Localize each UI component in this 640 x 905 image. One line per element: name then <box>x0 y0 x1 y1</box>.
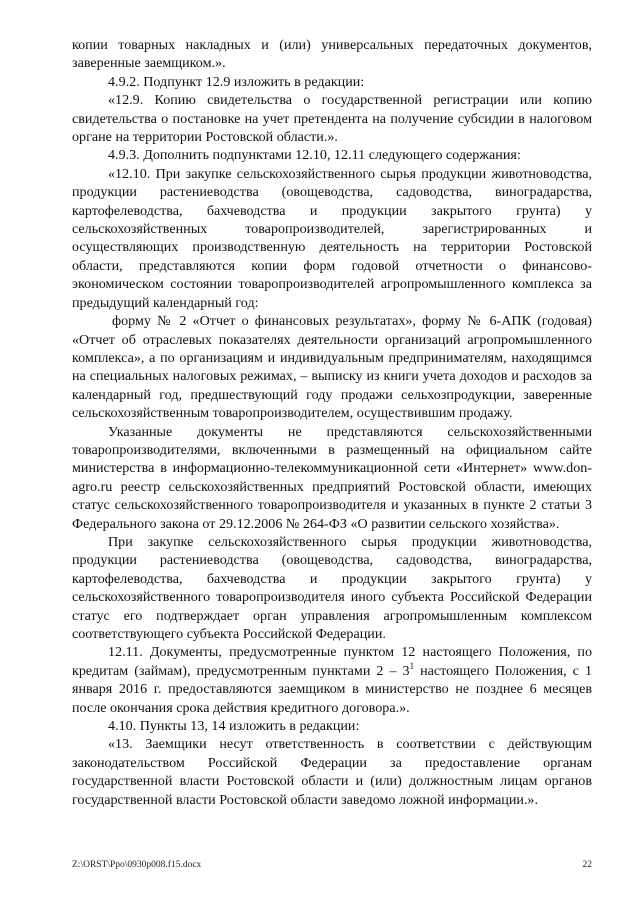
paragraph-item-12-9: «12.9. Копию свидетельства о государственной регистрации или копию свидетельства о постановке на учет претендента на получение субсидии в налоговом органе на территории Ростовской области.». <box>72 92 592 146</box>
paragraph-item-12-11 <box>72 643 592 717</box>
paragraph-exemption: Указанные документы не представляются сельскохозяйственными товаропроизводителями, включенными в размещенный на официальном сайте министерства в информационно-телекоммуникационной сети «Интернет» www.don-agro.ru реестр сельскохозяйственных предприятий Ростовской области, имеющих статус сельскохозяйственного товаропроизводителя и указанных в пункте 2 статьи 3 Федерального закона от 29.12.2006 № 264-ФЗ «О развитии сельского хозяйства». <box>72 423 592 532</box>
paragraph-forms-list: форму № 2 «Отчет о финансовых результатах», форму № 6-АПК (годовая) «Отчет об отраслевых показателях деятельности организаций агропромышленного комплекса», а по организациям и индивидуальным предпринимателям, находящимся на специальных налоговых режимах, – выписку из книги учета доходов и расходов за календарный год, предшествующий году продажи сельхозпродукции, заверенные сельскохозяйственным товаропроизводителем, осуществившим продажу. <box>72 313 592 422</box>
paragraph-item-4-9-3: 4.9.3. Дополнить подпунктами 12.10, 12.11 следующего содержания: <box>108 147 521 164</box>
paragraph-continuation: копии товарных накладных и (или) универсальных передаточных документов, заверенные заемщиком.». <box>72 37 592 72</box>
paragraph-item-13: «13. Заемщики несут ответственность в соответствии с действующим законодательством Российской Федерации за предоставление органам государственной власти Ростовской области и (или) должностным лицам органов государственной власти Ростовской области заведомо ложной информации.». <box>72 736 592 808</box>
paragraph-item-12-11-text-before: 12.11. Документы, предусмотренные пунктом 12 настоящего Положения, по кредитам (займам), предусмотренным пунктами 2 – 3 <box>72 644 592 679</box>
superscript-marker: 1 <box>409 660 415 671</box>
paragraph-item-12-10: «12.10. При закупке сельскохозяйственного сырья продукции животноводства, продукции растениеводства (овощеводства, садоводства, виноградарства, картофелеводства, бахчеводства и продукции закрытого грунта) у сельскохозяйственных товаропроизводителей, зарегистрированных и осуществляющих производственную деятельность на территории Ростовской области, представляются копии форм годовой отчетности о финансово-экономическом состоянии товаропроизводителей агропромышленного комплекса за предыдущий календарный год: <box>72 165 592 311</box>
paragraph-other-region: При закупке сельскохозяйственного сырья продукции животноводства, продукции растениеводства (овощеводства, садоводства, виноградарства, картофелеводства, бахчеводства и продукции закрытого грунта) у сельскохозяйственного товаропроизводителя иного субъекта Российской Федерации статус его подтверждает орган управления агропромышленным комплексом соответствующего субъекта Российской Федерации. <box>72 533 592 642</box>
footer-file-path: Z:\ORST\Ppo\0930p008.f15.docx <box>72 860 202 870</box>
document-body <box>72 36 592 809</box>
paragraph-item-4-10: 4.10. Пункты 13, 14 изложить в редакции: <box>108 718 360 735</box>
paragraph-item-4-9-2: 4.9.2. Подпункт 12.9 изложить в редакции: <box>108 73 365 90</box>
paragraph-item-12-11-text-after: настоящего Положения, с 1 января 2016 г. предоставляются заемщиком в министерство не позднее 6 месяцев после окончания срока действия кредитного договора.». <box>72 662 592 716</box>
page-number: 22 <box>582 860 592 870</box>
